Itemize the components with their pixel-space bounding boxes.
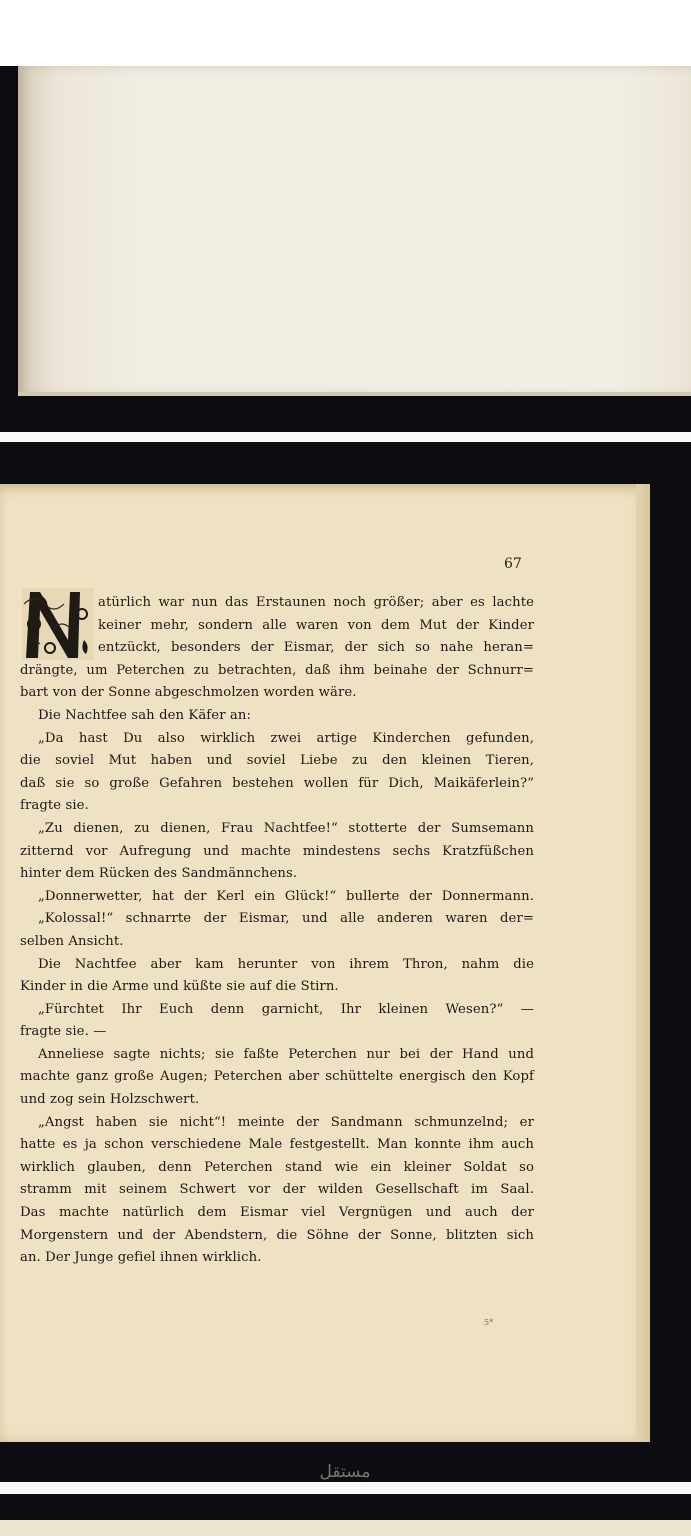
book-page-edge bbox=[636, 484, 650, 1442]
text-line: „Angst haben sie nicht“! meinte der Sandmann schmunzelnd; er bbox=[38, 1114, 534, 1130]
blank-page-top bbox=[18, 66, 691, 396]
scan-gap-bottom bbox=[0, 1482, 691, 1494]
text-line: machte ganz große Augen; Peterchen aber schüttelte energisch den Kopf bbox=[20, 1069, 534, 1085]
text-line: wirklich glauben, denn Peterchen stand wie ein kleiner Soldat so bbox=[20, 1159, 534, 1175]
text-line: Kinder in die Arme und küßte sie auf die Stirn. bbox=[20, 979, 339, 995]
text-line: fragte sie. bbox=[20, 798, 89, 814]
text-line: Morgenstern und der Abendstern, die Söhne der Sonne, blitzten sich bbox=[20, 1227, 534, 1243]
text-line: an. Der Junge gefiel ihnen wirklich. bbox=[20, 1250, 262, 1266]
text-line: stramm mit seinem Schwert vor der wilden Gesellschaft im Saal. bbox=[20, 1182, 534, 1198]
text-line: „Zu dienen, zu dienen, Frau Nachtfee!“ stotterte der Sumsemann bbox=[38, 820, 534, 836]
text-line: drängte, um Peterchen zu betrachten, daß ihm beinahe der Schnurr= bbox=[20, 662, 534, 678]
text-line: „Kolossal!“ schnarrte der Eismar, und alle anderen waren der= bbox=[38, 911, 534, 927]
text-line: und zog sein Holzschwert. bbox=[20, 1092, 200, 1108]
text-line: Anneliese sagte nichts; sie faßte Peterchen nur bei der Hand und bbox=[38, 1046, 534, 1062]
text-line: bart von der Sonne abgeschmolzen worden wäre. bbox=[20, 685, 357, 701]
text-line: keiner mehr, sondern alle waren von dem Mut der Kinder bbox=[98, 617, 534, 633]
text-line: fragte sie. — bbox=[20, 1024, 107, 1040]
text-line: hatte es ja schon verschiedene Male festgestellt. Man konnte ihm auch bbox=[20, 1137, 534, 1153]
text-line: atürlich war nun das Erstaunen noch größer; aber es lachte bbox=[98, 595, 534, 610]
text-line: hinter dem Rücken des Sandmännchens. bbox=[20, 866, 298, 882]
page-number: 67 bbox=[504, 556, 522, 572]
text-line: „Fürchtet Ihr Euch denn garnicht, Ihr kleinen Wesen?“ — bbox=[38, 1001, 534, 1017]
text-line: zitternd vor Aufregung und machte mindestens sechs Kratzfüßchen bbox=[20, 843, 534, 859]
text-line: „Donnerwetter, hat der Kerl ein Glück!“ bullerte der Donnermann. bbox=[38, 888, 534, 904]
signature-mark: 5* bbox=[484, 1318, 494, 1327]
text-line: Das machte natürlich dem Eismar viel Vergnügen und auch der bbox=[20, 1205, 534, 1221]
text-line: daß sie so große Gefahren bestehen wollen für Dich, Maikäferlein?“ bbox=[20, 775, 534, 791]
blank-page-edge bbox=[18, 392, 691, 396]
text-line: Die Nachtfee sah den Käfer an: bbox=[38, 707, 251, 723]
text-line: entzückt, besonders der Eismar, der sich so nahe heran= bbox=[98, 640, 534, 656]
body-text bbox=[20, 592, 534, 1270]
text-line: „Da hast Du also wirklich zwei artige Kinderchen gefunden, bbox=[38, 730, 534, 746]
text-line: Die Nachtfee aber kam herunter von ihrem Thron, nahm die bbox=[38, 956, 534, 972]
text-line: die soviel Mut haben und soviel Liebe zu den kleinen Tieren, bbox=[20, 753, 534, 769]
next-page-edge bbox=[0, 1520, 691, 1536]
watermark-arabic: مستقل bbox=[319, 1462, 371, 1482]
scan-gap bbox=[0, 432, 691, 442]
text-line: selben Ansicht. bbox=[20, 933, 124, 949]
